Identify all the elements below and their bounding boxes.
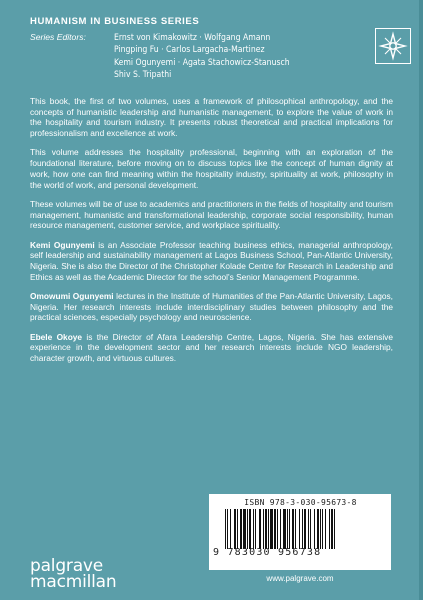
series-editors-line: Ernst von Kimakowitz · Wolfgang Amann [114,33,271,43]
author-bio [30,291,393,323]
author-bio [30,240,393,283]
author-name: Ebele Okoye [30,331,83,342]
series-editors-label: Series Editors: [30,32,86,42]
publisher-star-icon [375,28,411,64]
spine-edge [419,0,423,600]
author-name: Omowumi Ogunyemi [30,290,114,301]
publisher-name-line2: macmillan [30,572,117,592]
barcode-bars [225,509,375,549]
isbn-barcode [209,494,391,570]
barcode-digits: 9 783030 956738 [213,547,322,558]
author-name: Kemi Ogunyemi [30,239,95,250]
description-paragraph: These volumes will be of use to academics and practitioners in the fields of hospitality and tourism management, humanistic and transformational leadership, corporate social responsibility, human resource management, customer service, and workplace spirituality. [30,198,393,231]
series-editors-line: Shiv S. Tripathi [114,70,172,81]
series-editors-list [114,32,364,82]
publisher-name-line1: palgrave [30,556,104,576]
description-paragraph: This book, the first of two volumes, uses a framework of philosophical anthropology, and the concepts of humanistic leadership and humanistic management, to explore the value of work in the hospitality and tourism industry. It presents robust theoretical and practical implications for professionalism and excellence at work. [30,96,393,139]
series-title: HUMANISM IN BUSINESS SERIES [30,16,200,27]
author-bio-text: is the Director of Afara Leadership Centre, Lagos, Nigeria. She has extensive experience in the development sector and her research interests include NGO leadership, character growth, and virtuous cultures. [30,331,393,364]
author-bio-text: is an Associate Professor teaching business ethics, managerial anthropology, self leadership and sustainability management at Lagos Business School, Pan-Atlantic University, Nigeria. She is also the Director of the Christopher Kolade Centre for Research in Leadership and Ethics as well as the Academic Director for the school's Senior Management Programme. [30,239,393,282]
series-editors-line: Kemi Ogunyemi · Agata Stachowicz-Stanusch [114,57,290,68]
publisher-logo [30,558,116,590]
description-text [30,96,393,372]
author-bio-text: lectures in the Institute of Humanities of the Pan-Atlantic University, Lagos, Nigeria. Her research interests include interdisciplinary studies between philosophy and the practical sciences, especially psychology and neuroscience. [30,290,393,323]
author-bio [30,332,393,364]
publisher-website: www.palgrave.com [266,574,334,583]
description-paragraph: This volume addresses the hospitality professional, beginning with an exploration of the foundational literature, before moving on to discuss topics like the concept of human dignity at work, how one can find meaning within the hospitality industry, spirituality at work, philosophy in the world of work, and personal development. [30,147,393,190]
series-editors-line: Pingping Fu · Carlos Largacha-Martinez [114,45,265,56]
isbn-label: ISBN 978-3-030-95673-8 [244,498,357,507]
